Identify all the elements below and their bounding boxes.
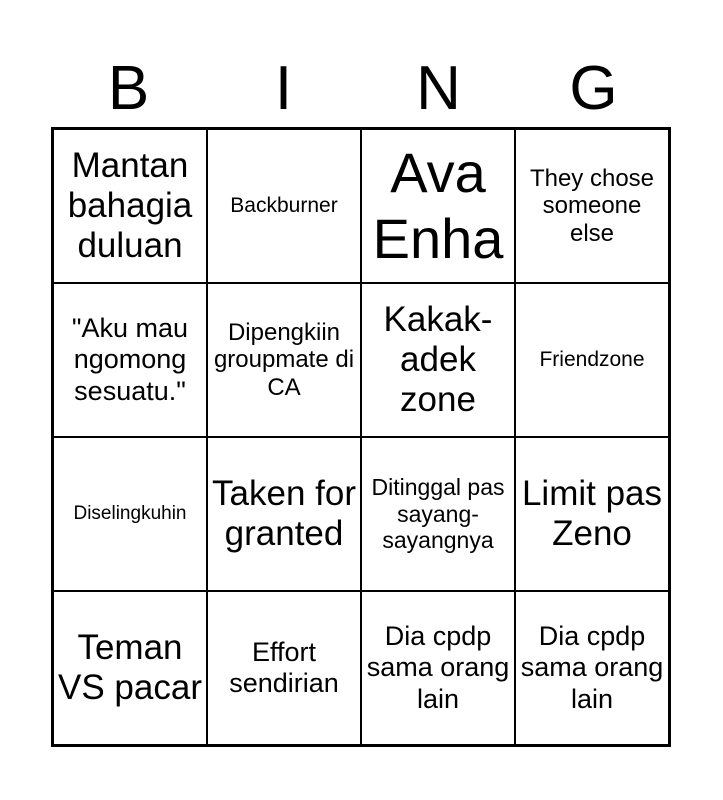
cell-text: Effort sendirian xyxy=(229,636,339,698)
cell-text: Kakak-adek zone xyxy=(383,299,493,420)
bingo-header xyxy=(51,50,671,128)
header-letter-g: G xyxy=(569,54,618,123)
cell-text: Dia cpdp sama orang lain xyxy=(366,621,510,714)
header-letter-i: I xyxy=(274,54,293,123)
bingo-cell[interactable] xyxy=(515,437,669,591)
bingo-cell[interactable] xyxy=(361,283,515,437)
bingo-cell[interactable] xyxy=(207,129,361,283)
cell-text: They chose someone else xyxy=(529,164,655,247)
bingo-cell[interactable] xyxy=(53,591,207,745)
bingo-cell[interactable] xyxy=(207,591,361,745)
bingo-cell[interactable] xyxy=(53,129,207,283)
cell-text: Friendzone xyxy=(539,347,645,371)
bingo-cell[interactable] xyxy=(207,437,361,591)
bingo-grid xyxy=(51,127,671,747)
cell-text: "Aku mau ngomong sesuatu." xyxy=(71,313,189,406)
header-letter-n: N xyxy=(416,54,461,123)
bingo-cell[interactable] xyxy=(515,129,669,283)
bingo-cell[interactable] xyxy=(515,283,669,437)
cell-text: Diselingkuhin xyxy=(73,503,187,525)
bingo-cell[interactable] xyxy=(53,283,207,437)
cell-text: Taken for granted xyxy=(212,473,356,553)
cell-text: Dia cpdp sama orang lain xyxy=(520,621,664,714)
header-letter-b: B xyxy=(107,54,150,123)
cell-text: Mantan bahagia duluan xyxy=(67,145,193,266)
bingo-cell[interactable] xyxy=(361,129,515,283)
bingo-cell[interactable] xyxy=(53,437,207,591)
bingo-cell[interactable] xyxy=(515,591,669,745)
cell-text: Dipengkiin groupmate di CA xyxy=(213,318,355,401)
cell-text: Teman VS pacar xyxy=(58,627,202,707)
cell-text: Limit pas Zeno xyxy=(521,473,663,553)
cell-text: Ditinggal pas sayang-sayangnya xyxy=(371,474,505,554)
cell-text: Ava Enha xyxy=(372,140,504,270)
cell-text: Backburner xyxy=(230,193,338,217)
bingo-cell[interactable] xyxy=(361,437,515,591)
bingo-cell[interactable] xyxy=(361,591,515,745)
bingo-cell[interactable] xyxy=(207,283,361,437)
